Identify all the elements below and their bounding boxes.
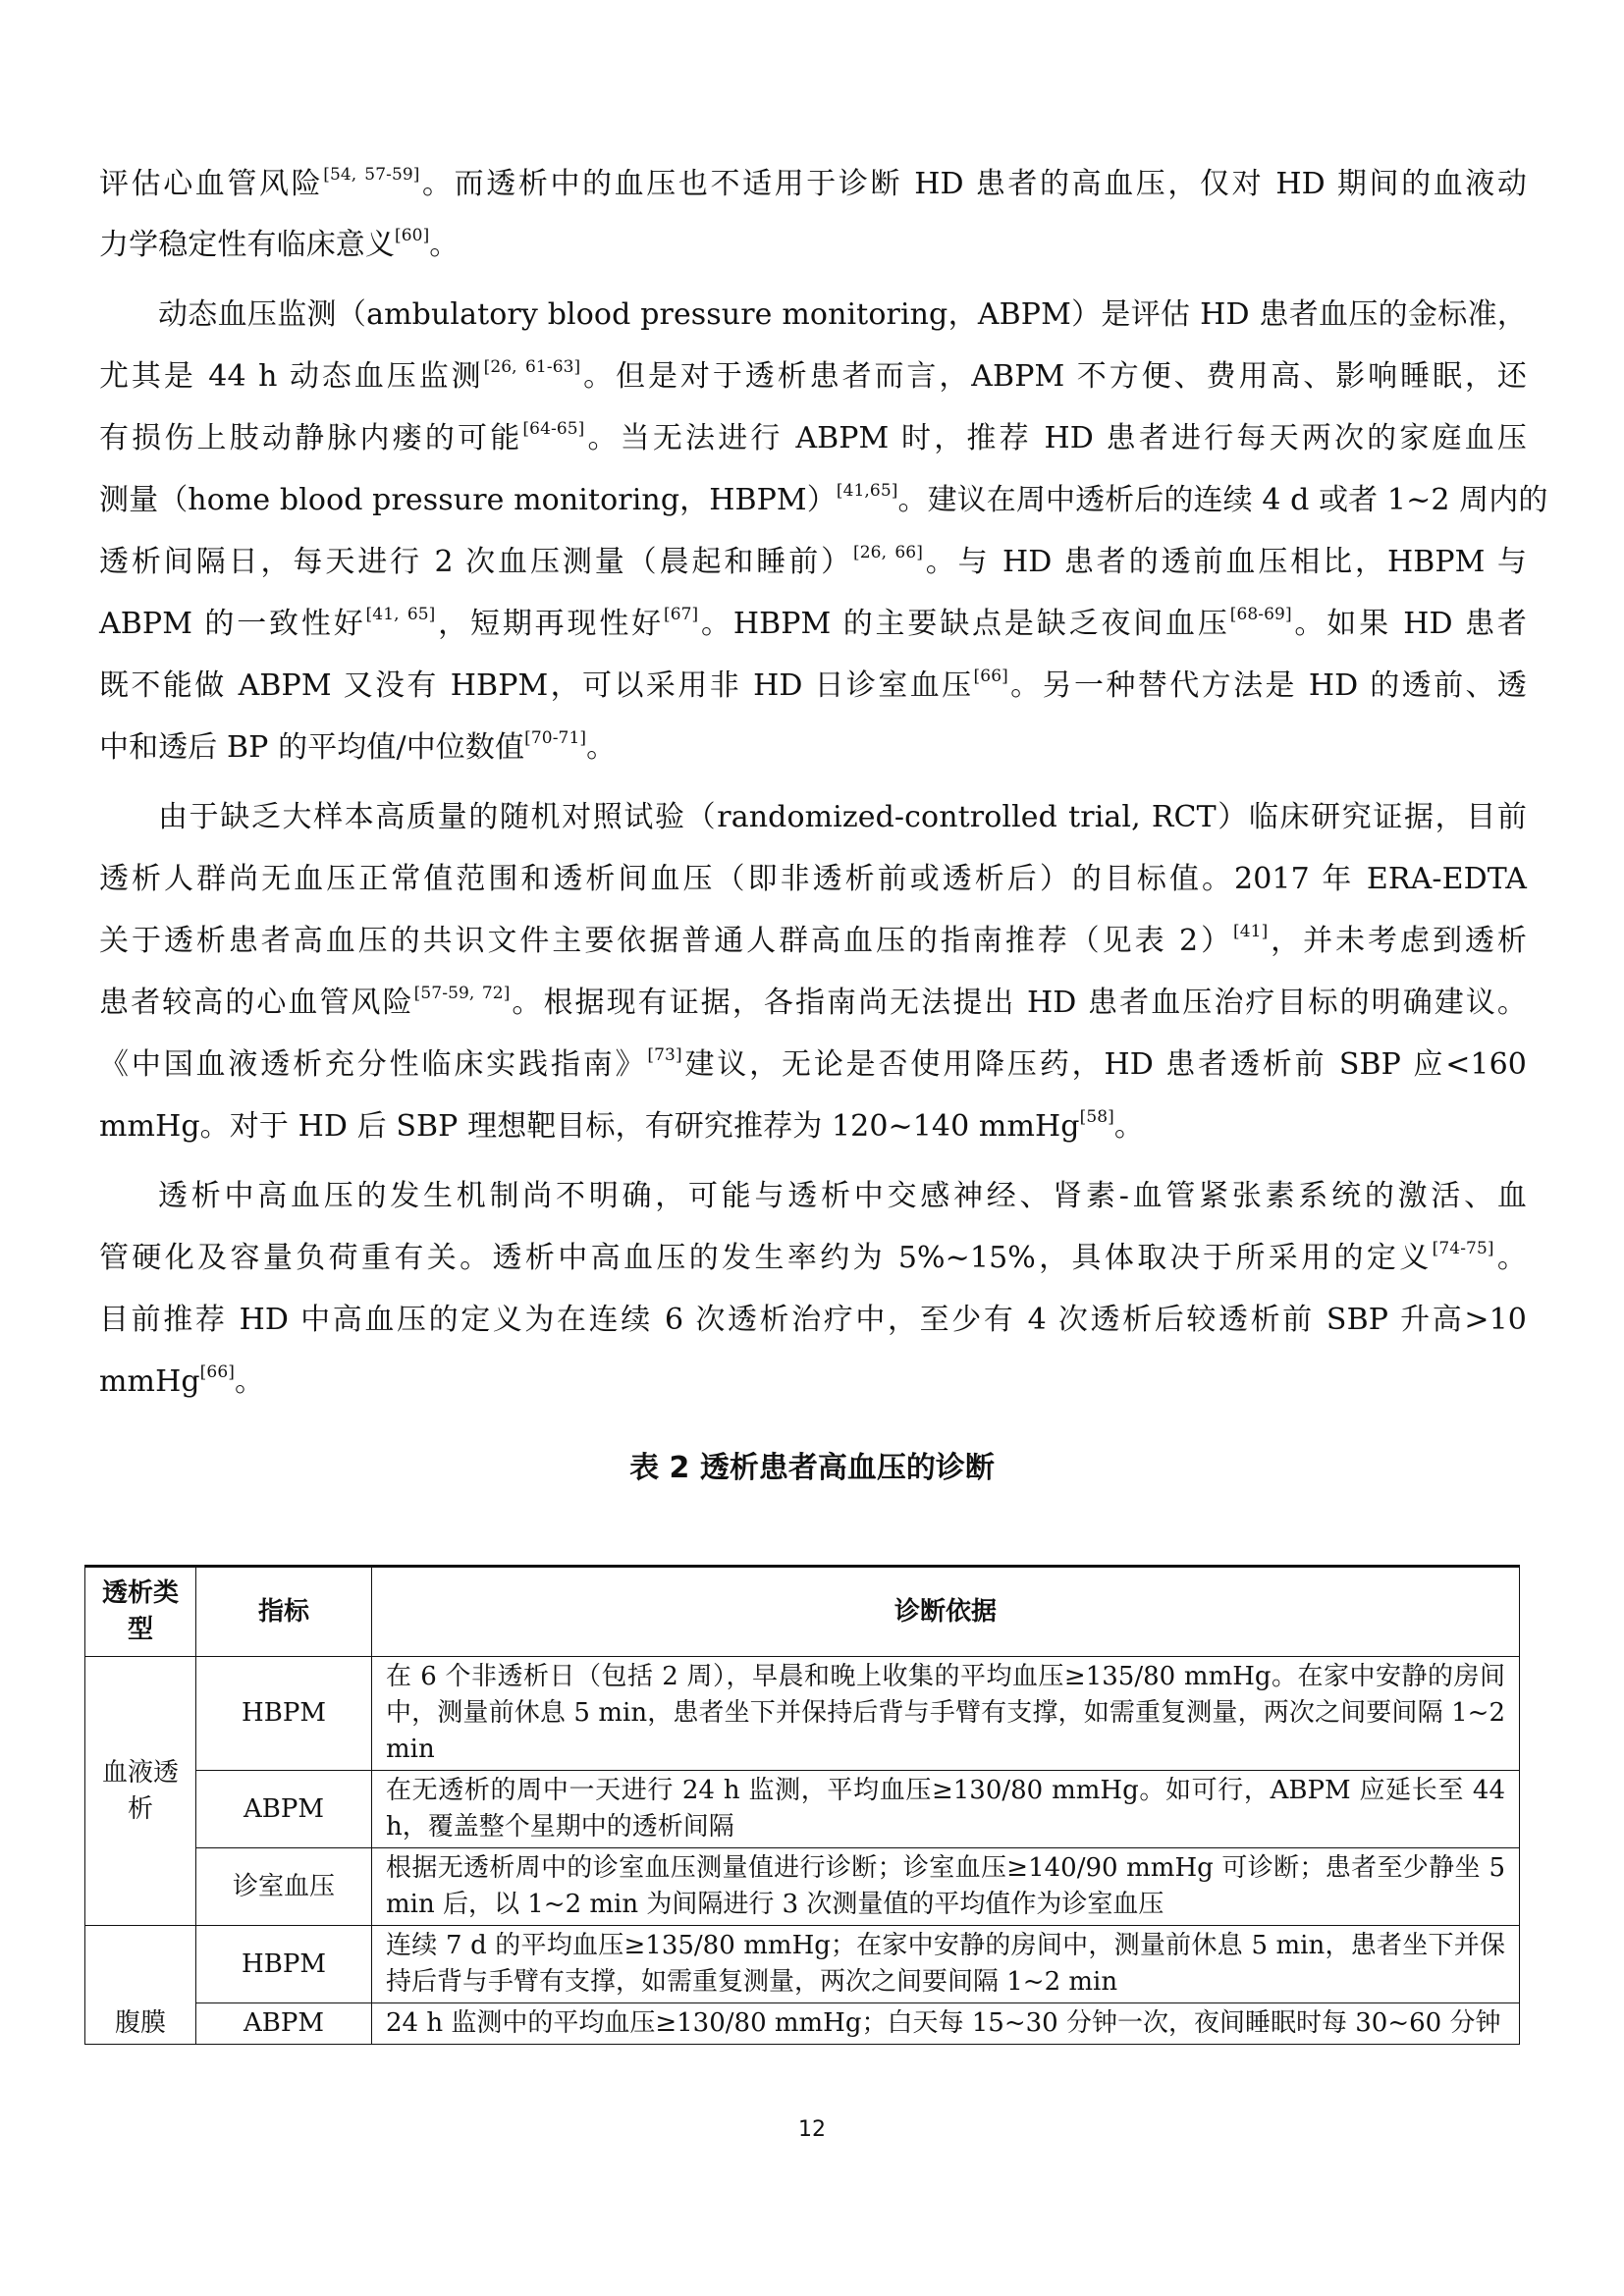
basis-cell: 24 h 监测中的平均血压≥130/80 mmHg；白天每 15~30 分钟一次，夜间睡眠时每 30~60 分钟: [372, 2003, 1520, 2045]
paragraph-line: 由于缺乏大样本高质量的随机对照试验（randomized-controlled trial, RCT）临床研究证据，目前: [158, 800, 1527, 834]
citation: [41]: [1233, 922, 1269, 941]
basis-cell: 连续 7 d 的平均血压≥135/80 mmHg；在家中安静的房间中，测量前休息 5 min，患者坐下并保持后背与手臂有支撑，如需重复测量，两次之间要间隔 1~2 min: [372, 1926, 1520, 2003]
diagnosis-table: [84, 1565, 1520, 2045]
citation: [41,65]: [836, 481, 898, 501]
basis-cell: 在无透析的周中一天进行 24 h 监测，平均血压≥130/80 mmHg。如可行，ABPM 应延长至 44 h，覆盖整个星期中的透析间隔: [372, 1771, 1520, 1848]
table-row: [85, 1926, 1520, 2003]
page-number: 12: [798, 2117, 826, 2142]
citation: [67]: [663, 605, 699, 624]
header-basis: 诊断依据: [372, 1567, 1520, 1657]
citation: [41, 65]: [365, 605, 436, 624]
paragraph-line: mmHg。对于 HD 后 SBP 理想靶目标，有研究推荐为 120~140 mmHg[58]。: [99, 1107, 1144, 1144]
header-indicator: 指标: [196, 1567, 372, 1657]
header-type: 透析类型: [85, 1567, 196, 1657]
table-row: [85, 2003, 1520, 2045]
paragraph-line: 中和透后 BP 的平均值/中位数值[70-71]。: [99, 728, 617, 765]
citation: [54, 57-59]: [323, 165, 420, 185]
paragraph-line: mmHg[66]。: [99, 1362, 265, 1399]
citation: [57-59, 72]: [413, 984, 511, 1003]
citation: [74-75]: [1432, 1239, 1494, 1258]
table-row: [85, 1771, 1520, 1848]
paragraph-line: 患者较高的心血管风险[57-59, 72]。根据现有证据，各指南尚无法提出 HD 患者血压治疗目标的明确建议。: [99, 984, 1528, 1020]
citation: [70-71]: [524, 728, 587, 748]
citation: [66]: [199, 1362, 235, 1382]
citation: [66]: [973, 667, 1008, 686]
paragraph-line: 透析人群尚无血压正常值范围和透析间血压（即非透析前或透析后）的目标值。2017 年 ERA-EDTA: [99, 862, 1527, 896]
indicator-cell: ABPM: [196, 2003, 372, 2045]
paragraph-line: 力学稳定性有临床意义[60]。: [99, 226, 460, 262]
citation: [60]: [395, 226, 430, 245]
table-row: [85, 1657, 1520, 1771]
paragraph-line: ABPM 的一致性好[41, 65]，短期再现性好[67]。HBPM 的主要缺点是缺乏夜间血压[68-69]。如果 HD 患者: [99, 605, 1528, 641]
indicator-cell: HBPM: [196, 1926, 372, 2003]
indicator-cell: HBPM: [196, 1657, 372, 1771]
table-caption: 表 2 透析患者高血压的诊断: [629, 1451, 995, 1485]
citation: [26, 66]: [853, 543, 923, 562]
citation: [73]: [647, 1045, 682, 1065]
dialysis-type-hd: 血液透析: [85, 1657, 196, 1926]
paragraph-line: 透析中高血压的发生机制尚不明确，可能与透析中交感神经、肾素-血管紧张素系统的激活、血: [158, 1179, 1527, 1213]
paragraph-line: 关于透析患者高血压的共识文件主要依据普通人群高血压的指南推荐（见表 2）[41]，并未考虑到透析: [99, 922, 1527, 958]
paragraph-line: 管硬化及容量负荷重有关。透析中高血压的发生率约为 5%~15%，具体取决于所采用的定义[74-75]。: [99, 1239, 1527, 1275]
table-header-row: [85, 1567, 1520, 1657]
paragraph-line: 评估心血管风险[54, 57-59]。而透析中的血压也不适用于诊断 HD 患者的高血压，仅对 HD 期间的血液动: [99, 165, 1528, 201]
paragraph-line: 目前推荐 HD 中高血压的定义为在连续 6 次透析治疗中，至少有 4 次透析后较透析前 SBP 升高>10: [99, 1303, 1527, 1337]
basis-cell: 在 6 个非透析日（包括 2 周），早晨和晚上收集的平均血压≥135/80 mmHg。在家中安静的房间中，测量前休息 5 min，患者坐下并保持后背与手臂有支撑，如需重复测量，两次之间要间隔 1~2 min: [372, 1657, 1520, 1771]
citation: [64-65]: [522, 419, 585, 439]
table-row: [85, 1848, 1520, 1926]
paragraph-line: 测量（home blood pressure monitoring，HBPM）[41,65]。建议在周中透析后的连续 4 d 或者 1~2 周内的: [99, 481, 1548, 517]
citation: [58]: [1079, 1107, 1114, 1127]
indicator-cell: 诊室血压: [196, 1848, 372, 1926]
paragraph-line: 尤其是 44 h 动态血压监测[26, 61-63]。但是对于透析患者而言，ABPM 不方便、费用高、影响睡眠，还: [99, 357, 1528, 394]
paragraph-line: 既不能做 ABPM 又没有 HBPM，可以采用非 HD 日诊室血压[66]。另一种替代方法是 HD 的透前、透: [99, 667, 1528, 703]
paragraph-line: 有损伤上肢动静脉内瘘的可能[64-65]。当无法进行 ABPM 时，推荐 HD 患者进行每天两次的家庭血压: [99, 419, 1527, 455]
paragraph-line: 动态血压监测（ambulatory blood pressure monitoring，ABPM）是评估 HD 患者血压的金标准，: [158, 297, 1527, 332]
basis-cell: 根据无透析周中的诊室血压测量值进行诊断；诊室血压≥140/90 mmHg 可诊断；患者至少静坐 5 min 后，以 1~2 min 为间隔进行 3 次测量值的平均值作为诊室血压: [372, 1848, 1520, 1926]
paragraph-line: 《中国血液透析充分性临床实践指南》[73]建议，无论是否使用降压药，HD 患者透析前 SBP 应<160: [99, 1045, 1527, 1082]
citation: [68-69]: [1229, 605, 1292, 624]
indicator-cell: ABPM: [196, 1771, 372, 1848]
paragraph-line: 透析间隔日，每天进行 2 次血压测量（晨起和睡前）[26, 66]。与 HD 患者的透前血压相比，HBPM 与: [99, 543, 1527, 579]
dialysis-type-pd: 腹膜: [85, 1926, 196, 2045]
citation: [26, 61-63]: [483, 357, 581, 377]
